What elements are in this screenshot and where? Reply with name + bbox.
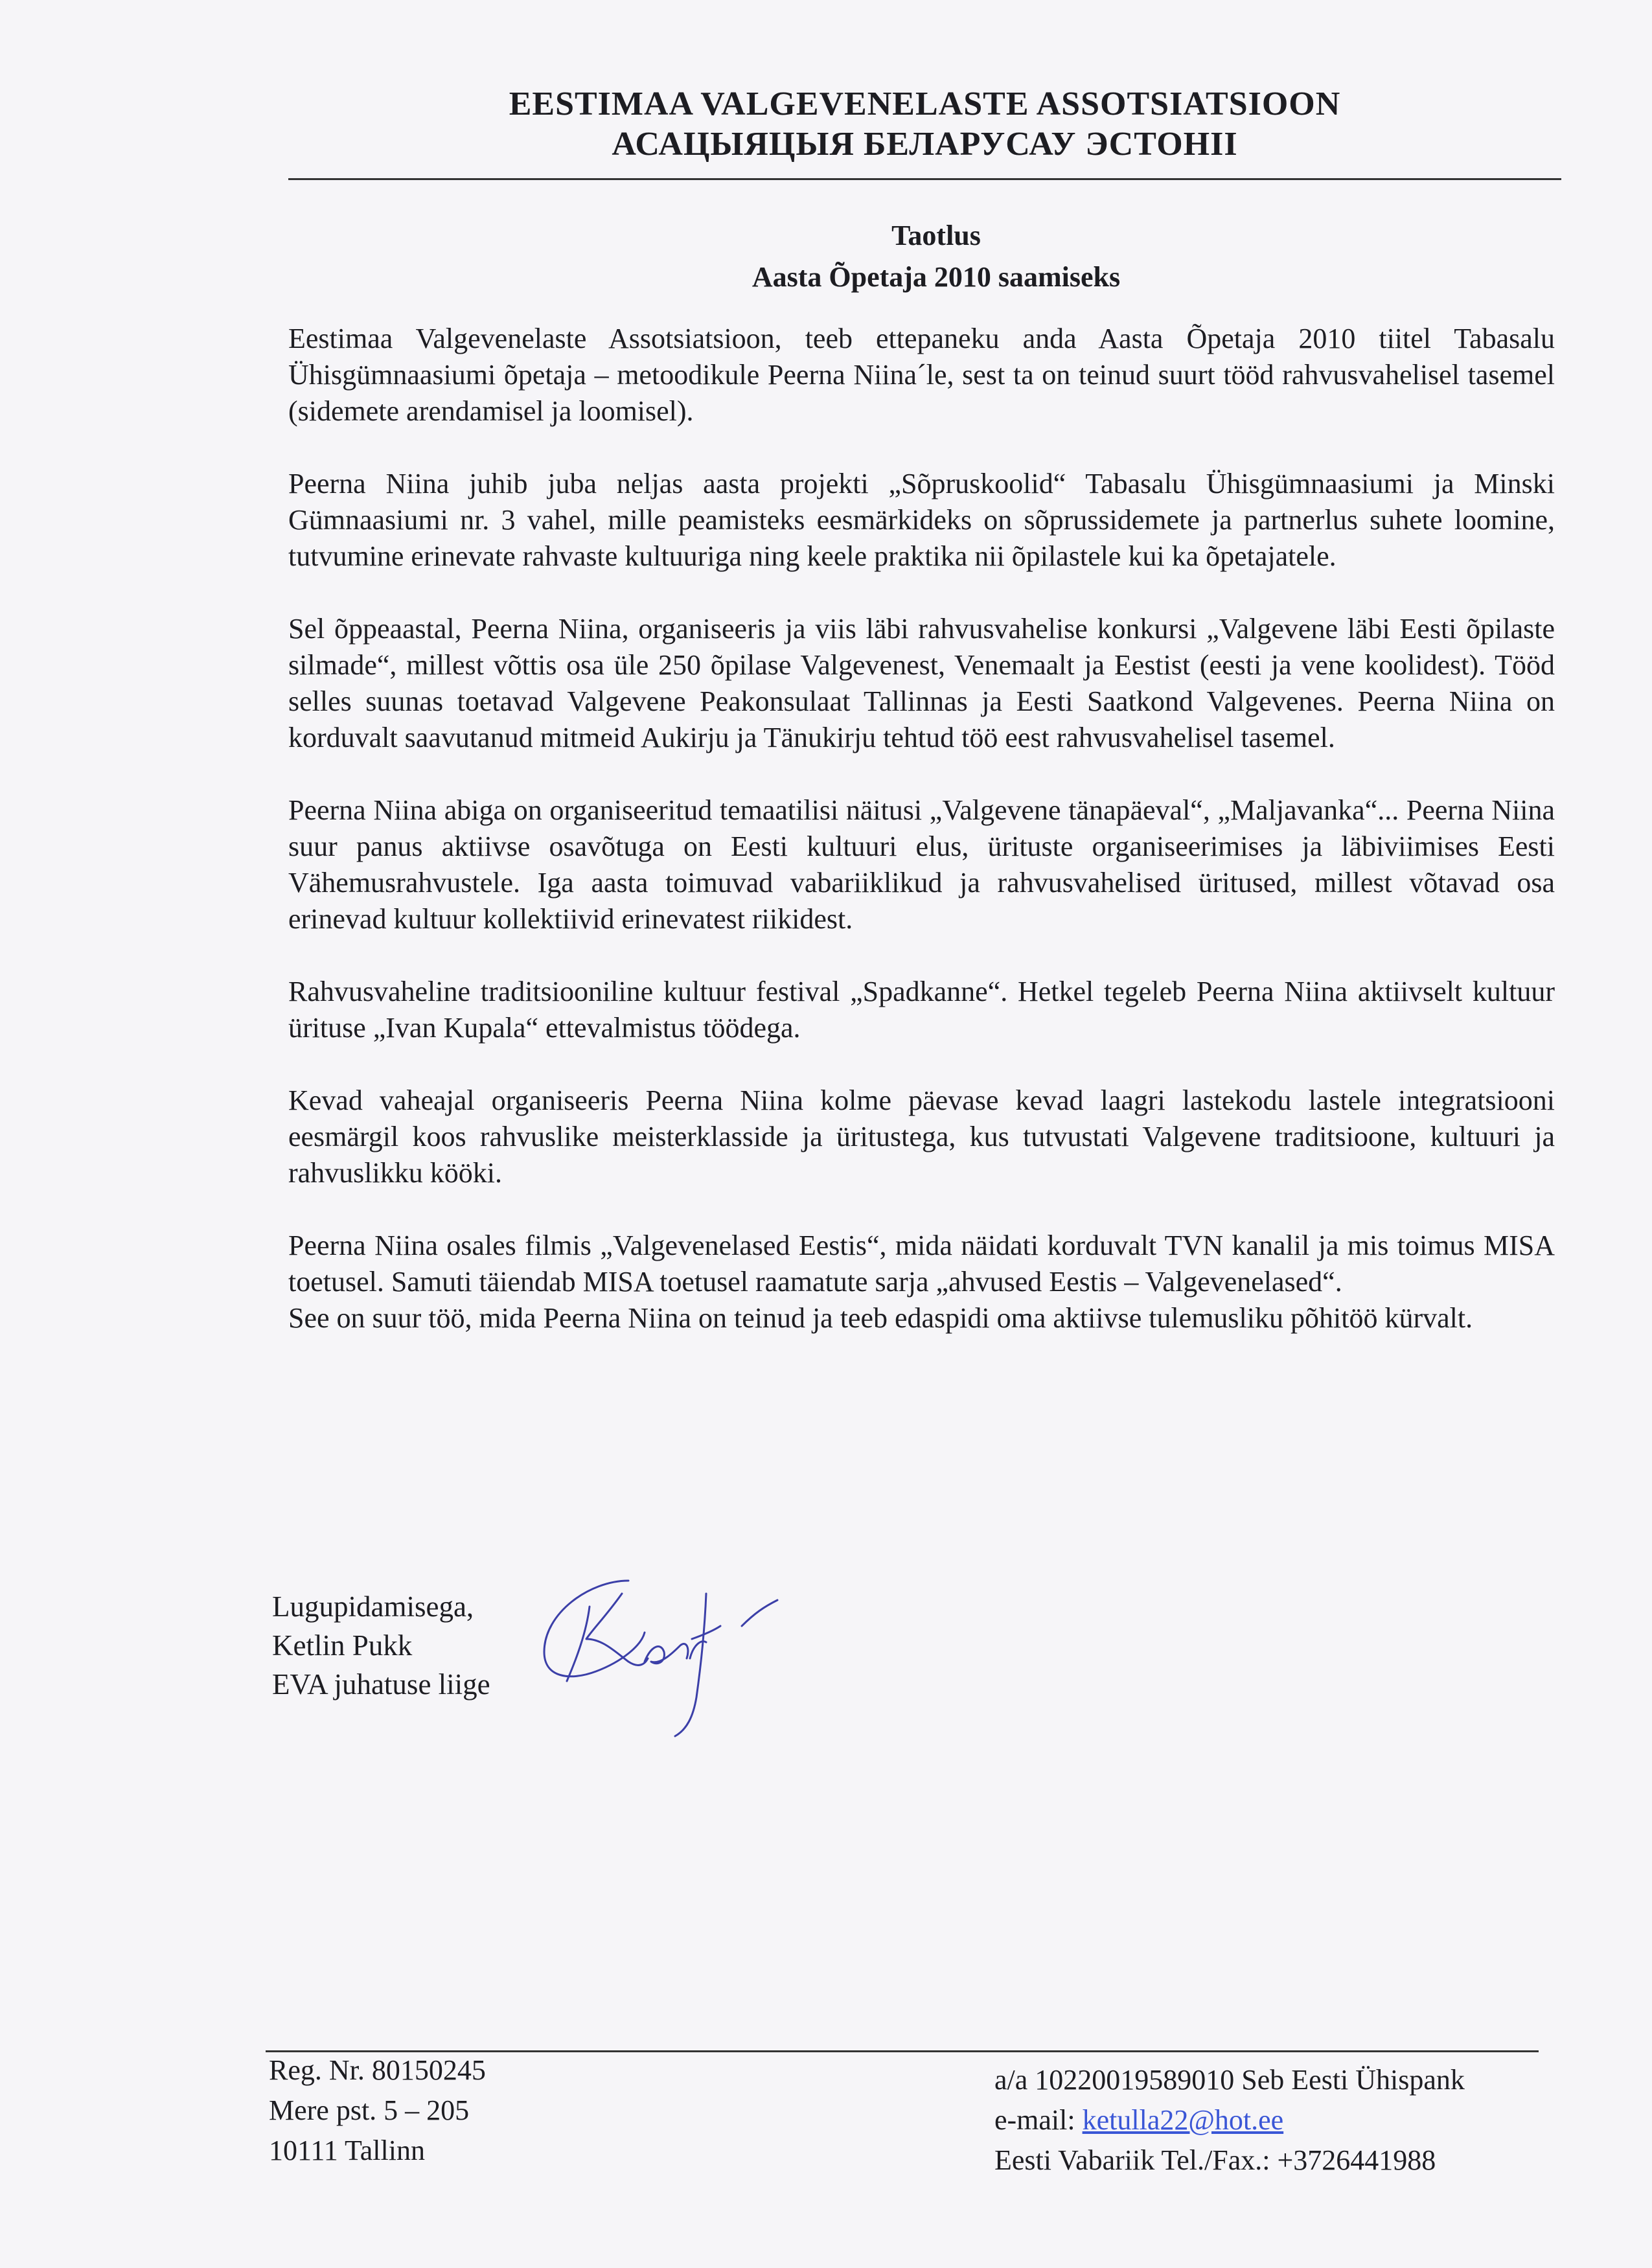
- body-paragraph-5: Rahvusvaheline traditsiooniline kultuur festival „Spadkanne“. Hetkel tegeleb Peerna Niina aktiivselt kultuur ürituse „Ivan Kupala“ ettevalmistus töödega.: [288, 976, 1555, 1044]
- body-paragraph-4: Peerna Niina abiga on organiseeritud temaatilisi näitusi „Valgevene tänapäeval“, „Maljavanka“... Peerna Niina suur panus aktiivse osavõtuga on Eesti kultuuri elus, ürituste organiseerimises ja läbiviimises Eesti Vähemusrahvustele. Iga aasta toimuvad vabariiklikud ja rahvusvahelised üritused, millest võtavad osa erinevad kultuur kollektiivid erinevatest riikidest.: [288, 794, 1555, 935]
- body-paragraph-1: Eestimaa Valgevenelaste Assotsiatsioon, teeb ettepaneku anda Aasta Õpetaja 2010 tiitel Tabasalu Ühisgümnaasiumi õpetaja – metoodikule Peerna Niina´le, sest ta on teinud suurt tööd rahvusvahelisel tasemel (sidemete arendamisel ja loomisel).: [288, 323, 1555, 427]
- body-paragraph-6: Kevad vaheajal organiseeris Peerna Niina kolme päevase kevad laagri lastekodu lastele integratsiooni eesmärgil koos rahvuslike meisterklasside ja üritustega, kus tutvustati Valgevene traditsioone, kultuuri ja rahvuslikku kööki.: [288, 1084, 1555, 1189]
- email-label: e-mail:: [994, 2104, 1083, 2136]
- footer-address: [269, 2050, 486, 2171]
- organization-name-estonian: EESTIMAA VALGEVENELASTE ASSOTSIATSIOON: [509, 86, 1341, 122]
- footer-contact: [994, 2060, 1465, 2181]
- letter-body: [288, 321, 1555, 1373]
- email-line: [994, 2100, 1465, 2140]
- country-phone: Eesti Vabariik Tel./Fax.: +3726441988: [994, 2144, 1436, 2176]
- handwritten-signature: [531, 1555, 803, 1749]
- city-address: 10111 Tallinn: [269, 2135, 425, 2166]
- document-title: [288, 215, 1584, 298]
- signer-role: EVA juhatuse liige: [272, 1668, 490, 1701]
- closing-block: [272, 1587, 490, 1704]
- title-line-1: Taotlus: [891, 220, 981, 251]
- bank-account: a/a 10220019589010 Seb Eesti Ühispank: [994, 2064, 1465, 2096]
- organization-name-belarusian: АСАЦЫЯЦЫЯ БЕЛАРУСАУ ЭСТОНІІ: [612, 126, 1238, 163]
- street-address: Mere pst. 5 – 205: [269, 2094, 470, 2126]
- body-paragraph-2: Peerna Niina juhib juba neljas aasta projekti „Sõpruskoolid“ Tabasalu Ühisgümnaasiumi ja Minski Gümnaasiumi nr. 3 vahel, mille peamisteks eesmärkideks on sõprussidemete ja partnerlus suhete loomine, tutvumine erinevate rahvaste kultuuriga ning keele praktika nii õpilastele kui ka õpetajatele.: [288, 468, 1555, 572]
- body-paragraph-8: See on suur töö, mida Peerna Niina on teinud ja teeb edaspidi oma aktiivse tulemusliku põhitöö kürvalt.: [288, 1302, 1473, 1334]
- registration-number: Reg. Nr. 80150245: [269, 2054, 486, 2086]
- closing-greeting: Lugupidamisega,: [272, 1590, 474, 1623]
- title-line-2: Aasta Õpetaja 2010 saamiseks: [751, 261, 1121, 293]
- body-paragraph-7: Peerna Niina osales filmis „Valgevenelased Eestis“, mida näidati korduvalt TVN kanalil ja mis toimus MISA toetusel. Samuti täiendab MISA toetusel raamatute sarja „ahvused Eestis – Valgevenelased“.: [288, 1230, 1555, 1298]
- letterhead: [288, 84, 1561, 165]
- letterhead-divider: [288, 178, 1561, 180]
- signer-name: Ketlin Pukk: [272, 1629, 413, 1662]
- email-link[interactable]: ketulla22@hot.ee: [1082, 2104, 1284, 2136]
- body-paragraph-3: Sel õppeaastal, Peerna Niina, organiseeris ja viis läbi rahvusvahelise konkursi „Valgevene läbi Eesti õpilaste silmade“, millest võttis osa üle 250 õpilase Valgevenest, Venemaalt ja Eestist (eesti ja vene koolidest). Tööd selles suunas toetavad Valgevene Peakonsulaat Tallinnas ja Eesti Saatkond Valgevenes. Peerna Niina on korduvalt saavutanud mitmeid Aukirju ja Tänukirju tehtud töö eest rahvusvahelisel tasemel.: [288, 613, 1555, 753]
